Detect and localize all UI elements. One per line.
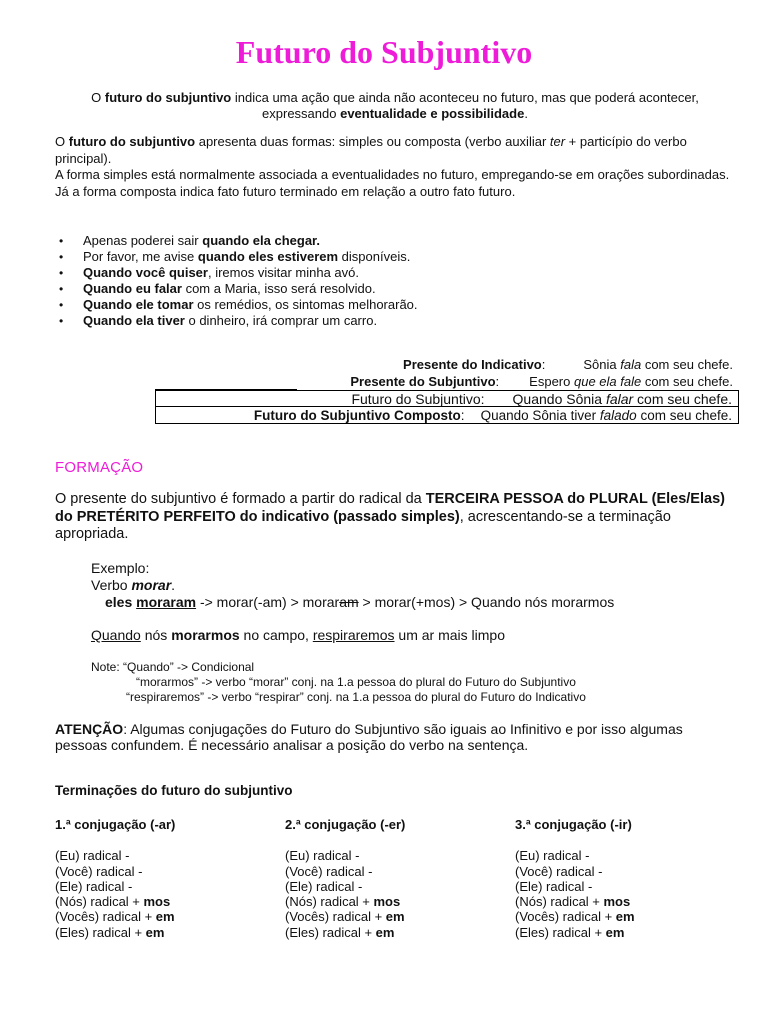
column-heading: 1.ª conjugação (-ar) bbox=[55, 817, 176, 832]
conjugation-comparison-table bbox=[155, 356, 739, 424]
note-line-1: Note: “Quando” -> Condicional bbox=[91, 660, 255, 674]
quando-future-verb: respiraremos bbox=[312, 627, 395, 643]
example-derivation-line bbox=[91, 594, 731, 611]
list-item bbox=[515, 925, 730, 940]
list-item bbox=[55, 281, 735, 297]
list-item bbox=[285, 879, 500, 894]
row-pre: Quando Sônia bbox=[512, 391, 606, 407]
column-heading: 2.ª conjugação (-er) bbox=[285, 817, 406, 832]
bullet-bold: quando eles estiverem bbox=[197, 249, 339, 264]
para1-bold: futuro do subjuntivo bbox=[68, 134, 196, 149]
note-block bbox=[91, 660, 731, 705]
ending-text: (Eles) radical + bbox=[55, 924, 146, 940]
bullet-post: , iremos visitar minha avó. bbox=[207, 265, 359, 280]
examples-list bbox=[55, 233, 735, 329]
row-label: Futuro do Subjuntivo Composto bbox=[253, 408, 461, 423]
row-post: com seu chefe. bbox=[641, 357, 733, 372]
note-line-2: “morarmos” -> verbo “morar” conj. na 1.a pessoa do plural do Futuro do Subjuntivo bbox=[136, 675, 576, 689]
page-title: Futuro do Subjuntivo bbox=[235, 34, 533, 70]
intro-text-3: expressando bbox=[262, 106, 341, 121]
para1-italic: ter bbox=[549, 134, 566, 149]
formacao-paragraph bbox=[55, 491, 735, 544]
ending-bold: mos bbox=[143, 894, 171, 910]
table-row bbox=[155, 373, 739, 390]
formacao-text-1: O presente do subjuntivo é formado a partir do radical da bbox=[55, 491, 426, 507]
example-step-2: > morar(+mos) > Quando nós morarmos bbox=[358, 594, 615, 610]
list-item bbox=[515, 909, 730, 924]
ending-text: (Vocês) radical + bbox=[515, 909, 616, 925]
quando-text-2: no campo, bbox=[239, 627, 313, 643]
bullet-post: com a Maria, isso será resolvido. bbox=[181, 281, 376, 296]
example-verb: morar bbox=[131, 577, 172, 593]
row-colon: : bbox=[541, 357, 546, 372]
bullet-bold: Quando ele tomar bbox=[83, 297, 194, 312]
example-verb-dot: . bbox=[171, 577, 176, 593]
row-colon: : bbox=[480, 391, 485, 407]
table-row bbox=[155, 356, 739, 373]
list-item bbox=[515, 848, 730, 863]
ending-text: (Ele) radical - bbox=[285, 878, 363, 894]
quando-word: Quando bbox=[91, 627, 141, 643]
list-item bbox=[515, 864, 730, 879]
row-italic: falar bbox=[605, 391, 634, 407]
example-past-form: moraram bbox=[136, 594, 197, 610]
para1-text-2: apresenta duas formas: simples ou composta (verbo auxiliar bbox=[195, 134, 550, 149]
list-item bbox=[285, 909, 500, 924]
ending-bold: em bbox=[145, 924, 165, 940]
ending-text: (Você) radical - bbox=[285, 863, 373, 879]
ending-text: (Vocês) radical + bbox=[285, 909, 386, 925]
list-item bbox=[55, 313, 735, 329]
intro-text-2: indica uma ação que ainda não aconteceu no futuro, mas que poderá acontecer, bbox=[231, 90, 699, 105]
table-row bbox=[155, 407, 739, 424]
bullet-pre: Apenas poderei sair bbox=[83, 233, 203, 248]
row-colon: : bbox=[495, 374, 500, 389]
quando-text-1: nós bbox=[140, 627, 172, 643]
quando-sentence bbox=[91, 627, 731, 644]
bullet-bold: quando ela chegar. bbox=[202, 233, 321, 248]
ending-text: (Vocês) radical + bbox=[55, 909, 156, 925]
forms-paragraph bbox=[55, 134, 735, 200]
list-item bbox=[55, 879, 270, 894]
row-label: Futuro do Subjuntivo bbox=[351, 391, 481, 407]
example-block bbox=[91, 560, 731, 611]
row-italic: fala bbox=[620, 357, 642, 372]
list-item bbox=[55, 864, 270, 879]
note-line-3: “respiraremos” -> verbo “respirar” conj. na 1.a pessoa do plural do Futuro do Indicativo bbox=[126, 690, 586, 704]
intro-bold-1: futuro do subjuntivo bbox=[104, 90, 232, 105]
ending-bold: em bbox=[385, 909, 405, 925]
para2: A forma simples está normalmente associada a eventualidades no futuro, empregando-se em orações subordinadas. bbox=[55, 167, 730, 182]
conjugation-column-2 bbox=[285, 817, 500, 940]
formacao-bold: TERCEIRA PESSOA do PLURAL (Eles/Elas) do PRETÉRITO PERFEITO do indicativo (passado simples) bbox=[55, 491, 725, 525]
intro-bold-2: eventualidade e possibilidade bbox=[340, 106, 525, 121]
row-pre: Quando Sônia tiver bbox=[480, 408, 600, 423]
example-step-1: -> morar(-am) > morar bbox=[196, 594, 340, 610]
bullet-post: disponíveis. bbox=[338, 249, 411, 264]
example-verb-line bbox=[91, 577, 731, 594]
intro-text-1: O bbox=[91, 90, 105, 105]
row-colon: : bbox=[460, 408, 465, 423]
ending-text: (Eu) radical - bbox=[285, 848, 360, 864]
bullet-post: os remédios, os sintomas melhorarão. bbox=[193, 297, 418, 312]
list-item bbox=[285, 894, 500, 909]
row-pre: Sônia bbox=[583, 357, 621, 372]
para1-text-1: O bbox=[55, 134, 69, 149]
ending-text: (Nós) radical + bbox=[515, 894, 604, 910]
list-item bbox=[285, 925, 500, 940]
ending-text: (Nós) radical + bbox=[285, 894, 374, 910]
ending-text: (Você) radical - bbox=[515, 863, 603, 879]
row-italic: falado bbox=[599, 408, 637, 423]
table-row bbox=[155, 390, 739, 407]
ending-text: (Ele) radical - bbox=[55, 878, 133, 894]
para1 bbox=[55, 134, 735, 167]
list-item bbox=[515, 879, 730, 894]
ending-text: (Eu) radical - bbox=[55, 848, 130, 864]
ending-text: (Eles) radical + bbox=[515, 924, 606, 940]
row-post: com seu chefe. bbox=[633, 391, 732, 407]
para1-text-3: + particípio do verbo principal). bbox=[55, 134, 687, 166]
conjugation-column-1 bbox=[55, 817, 270, 940]
intro-paragraph bbox=[55, 90, 735, 122]
example-heading: Exemplo: bbox=[91, 560, 150, 576]
bullet-pre: Por favor, me avise bbox=[83, 249, 198, 264]
list-item bbox=[55, 265, 735, 281]
ending-bold: mos bbox=[373, 894, 401, 910]
row-pre: Espero bbox=[529, 374, 574, 389]
ending-bold: em bbox=[375, 924, 395, 940]
atencao-paragraph bbox=[55, 721, 735, 753]
bullet-bold: Quando você quiser bbox=[83, 265, 208, 280]
example-verb-text: Verbo bbox=[91, 577, 132, 593]
ending-bold: em bbox=[615, 909, 635, 925]
ending-text: (Eu) radical - bbox=[515, 848, 590, 864]
para3: Já a forma composta indica fato futuro terminado em relação a outro fato futuro. bbox=[55, 183, 516, 199]
column-heading: 3.ª conjugação (-ir) bbox=[515, 817, 632, 832]
list-item bbox=[55, 909, 270, 924]
list-item bbox=[55, 297, 735, 313]
list-item bbox=[55, 925, 270, 940]
endings-heading: Terminações do futuro do subjuntivo bbox=[55, 783, 293, 798]
atencao-label: ATENÇÃO bbox=[55, 721, 124, 737]
row-post: com seu chefe. bbox=[641, 374, 733, 389]
row-label: Presente do Indicativo bbox=[403, 357, 542, 372]
intro-text-4: . bbox=[524, 106, 528, 121]
quando-text-3: um ar mais limpo bbox=[394, 627, 505, 643]
ending-bold: em bbox=[155, 909, 175, 925]
formacao-text-2: , acrescentando-se a terminação apropriada. bbox=[55, 508, 671, 542]
row-italic: que ela fale bbox=[573, 374, 642, 389]
example-struck-ending: am bbox=[339, 594, 359, 610]
ending-bold: mos bbox=[603, 894, 631, 910]
example-pronoun: eles bbox=[105, 594, 137, 610]
conjugation-column-3 bbox=[515, 817, 730, 940]
bullet-bold: Quando eu falar bbox=[83, 281, 182, 296]
ending-text: (Você) radical - bbox=[55, 863, 143, 879]
list-item bbox=[285, 848, 500, 863]
bullet-bold: Quando ela tiver bbox=[83, 313, 185, 328]
list-item bbox=[55, 894, 270, 909]
atencao-text: : Algumas conjugações do Futuro do Subjuntivo são iguais ao Infinitivo e por isso algumas pessoas confundem. É necessário analisar a posição do verbo na sentença. bbox=[55, 721, 683, 753]
row-label: Presente do Subjuntivo bbox=[350, 374, 496, 389]
quando-verb-bold: morarmos bbox=[171, 627, 240, 643]
list-item bbox=[285, 864, 500, 879]
ending-text: (Ele) radical - bbox=[515, 878, 593, 894]
section-heading-formacao: FORMAÇÃO bbox=[55, 459, 144, 476]
ending-text: (Eles) radical + bbox=[285, 924, 376, 940]
ending-bold: em bbox=[605, 924, 625, 940]
ending-text: (Nós) radical + bbox=[55, 894, 144, 910]
bullet-post: o dinheiro, irá comprar um carro. bbox=[184, 313, 378, 328]
row-post: com seu chefe. bbox=[636, 408, 732, 423]
list-item bbox=[515, 894, 730, 909]
list-item bbox=[55, 249, 735, 265]
list-item bbox=[55, 848, 270, 863]
list-item bbox=[55, 233, 735, 249]
